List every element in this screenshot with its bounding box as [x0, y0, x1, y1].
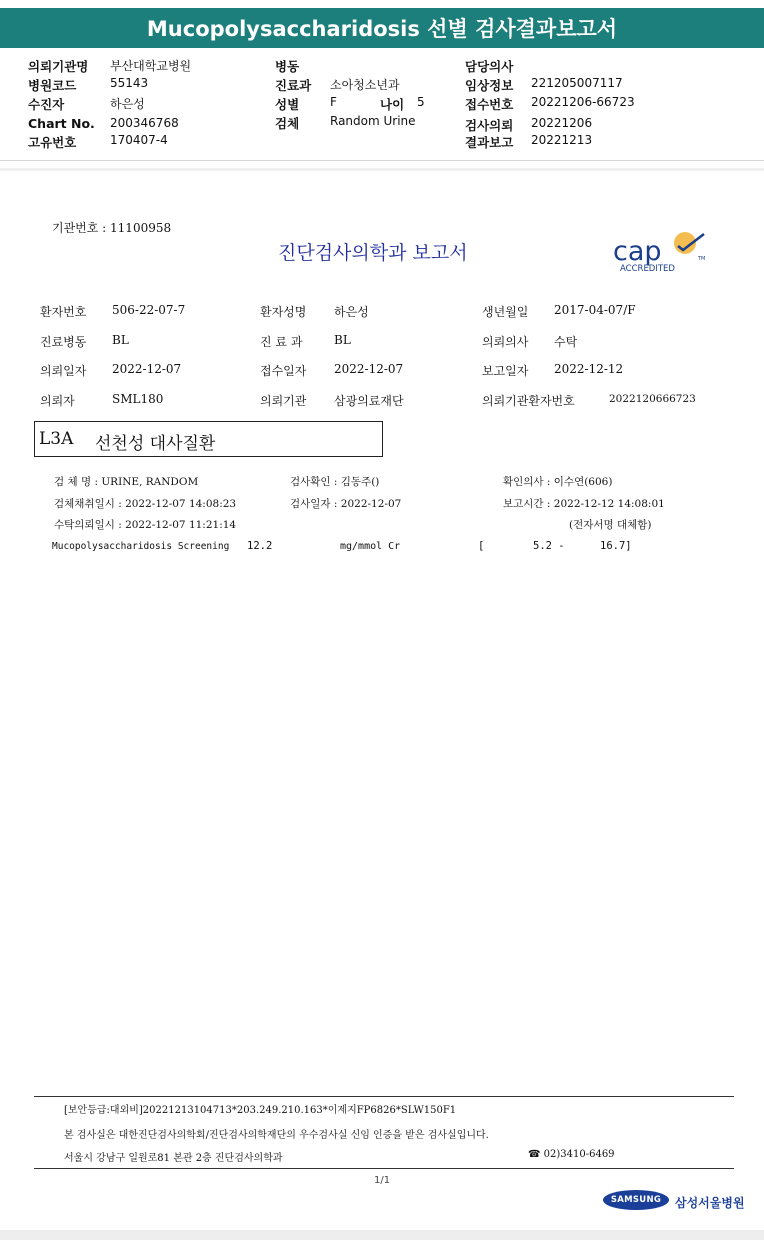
samsung-logo-badge: SAMSUNG: [603, 1190, 669, 1210]
footer-security: [보안등급:대외비]20221213104713*203.249.210.163*이제지FP6826*SLW150F1: [64, 1105, 457, 1116]
header-label-department: 진료과: [275, 78, 312, 93]
header-label-attending-doctor: 담당의사: [465, 59, 514, 74]
header-value-chart-no: 200346768: [110, 116, 179, 130]
header-divider: [0, 160, 764, 161]
detail-confirm-doctor: 확인의사 : 이수연(606): [503, 476, 613, 488]
header-value-requesting-institution: 부산대학교병원: [110, 59, 192, 73]
patient-value-patient-no: 506-22-07-7: [112, 303, 186, 317]
header-label-unique-no: 고유번호: [28, 135, 77, 150]
cap-logo-subtext: ACCREDITED: [620, 264, 675, 274]
patient-label-institution-patient-no: 의뢰기관환자번호: [482, 394, 575, 408]
header-label-requesting-institution: 의뢰기관명: [28, 59, 89, 74]
footer-divider-top: [34, 1096, 734, 1097]
header-label-receipt-no: 접수번호: [465, 97, 514, 112]
footer-certification: 본 검사실은 대한진단검사의학회/진단검사의학재단의 우수검사실 신임 인증을 받은 검사실입니다.: [64, 1130, 489, 1141]
header-label-patient: 수진자: [28, 97, 65, 112]
header-label-clinical-info: 임상정보: [465, 78, 514, 93]
patient-value-receipt-date: 2022-12-07: [334, 362, 404, 376]
header-label-result-report: 결과보고: [465, 135, 514, 150]
result-ref-open: [: [478, 540, 485, 552]
header-value-result-report: 20221213: [531, 133, 593, 147]
hospital-name-logo: 삼성서울병원: [675, 1196, 745, 1210]
header-value-sex: F: [330, 95, 337, 109]
detail-report-time: 보고시간 : 2022-12-12 14:08:01: [503, 498, 665, 510]
page-indicator: 1/1: [374, 1175, 391, 1186]
patient-value-requester: SML180: [112, 392, 164, 406]
patient-value-requesting-doctor: 수탁: [554, 335, 578, 349]
header-value-age: 5: [417, 95, 425, 109]
footer-address: 서울시 강남구 일원로81 본관 2층 진단검사의학과: [64, 1153, 283, 1164]
report-header-title: Mucopolysaccharidosis 선별 검사결과보고서: [0, 8, 764, 48]
result-value: 12.2: [247, 540, 273, 552]
footer-divider-bottom: [34, 1168, 734, 1169]
header-value-test-request: 20221206: [531, 116, 593, 130]
patient-label-request-date: 의뢰일자: [40, 364, 87, 378]
section-heading-box: [34, 421, 383, 457]
header-value-unique-no: 170407-4: [110, 133, 168, 147]
patient-value-requesting-institution: 삼광의료재단: [334, 394, 404, 408]
patient-value-ward: BL: [112, 333, 129, 347]
patient-value-department: BL: [334, 333, 351, 347]
patient-value-report-date: 2022-12-12: [554, 362, 624, 376]
header-label-test-request: 검사의뢰: [465, 118, 514, 133]
patient-label-requester: 의뢰자: [40, 394, 75, 408]
header-label-sex: 성별: [275, 97, 300, 112]
detail-collect-time: 검체채취일시 : 2022-12-07 14:08:23: [54, 498, 237, 510]
result-unit: mg/mmol Cr: [340, 541, 401, 552]
footer-phone: ☎ 02)3410-6469: [528, 1149, 615, 1160]
patient-value-birthdate: 2017-04-07/F: [554, 303, 636, 317]
section-title: 선천성 대사질환: [95, 434, 216, 454]
detail-test-date: 검사일자 : 2022-12-07: [290, 498, 402, 510]
header-value-receipt-no: 20221206-66723: [531, 95, 635, 109]
patient-label-requesting-doctor: 의뢰의사: [482, 335, 529, 349]
patient-label-name: 환자성명: [260, 305, 307, 319]
header-value-patient: 하은성: [110, 97, 145, 111]
cap-accredited-logo: [612, 230, 712, 274]
patient-label-receipt-date: 접수일자: [260, 364, 307, 378]
header-label-hospital-code: 병원코드: [28, 78, 77, 93]
cap-logo-trademark: TM: [698, 256, 706, 262]
patient-label-patient-no: 환자번호: [40, 305, 87, 319]
header-label-chart-no: Chart No.: [28, 116, 95, 131]
header-label-ward: 병동: [275, 59, 300, 74]
institution-number: 기관번호 : 11100958: [52, 221, 172, 235]
result-test-name: Mucopolysaccharidosis Screening: [52, 541, 230, 552]
patient-label-report-date: 보고일자: [482, 364, 529, 378]
detail-consign-time: 수탁의뢰일시 : 2022-12-07 11:21:14: [54, 519, 237, 531]
result-ref-high: 16.7]: [600, 540, 632, 552]
patient-value-institution-patient-no: 2022120666723: [609, 393, 696, 405]
patient-label-requesting-institution: 의뢰기관: [260, 394, 307, 408]
header-value-specimen: Random Urine: [330, 114, 416, 128]
bottom-strip: [0, 1230, 764, 1240]
header-label-specimen: 검체: [275, 116, 300, 131]
header-label-age: 나이: [380, 97, 405, 112]
patient-value-name: 하은성: [334, 305, 369, 319]
patient-label-department: 진 료 과: [260, 335, 303, 349]
patient-label-birthdate: 생년월일: [482, 305, 529, 319]
report-title: 진단검사의학과 보고서: [278, 242, 468, 264]
header-value-department: 소아청소년과: [330, 78, 400, 92]
detail-signature-note: (전자서명 대체함): [569, 519, 652, 531]
cap-logo-text: cap: [613, 236, 662, 267]
patient-label-ward: 진료병동: [40, 335, 87, 349]
header-divider-shadow: [0, 168, 764, 171]
cap-logo-icon: [612, 230, 712, 274]
result-ref-low: 5.2 -: [533, 540, 565, 552]
detail-checker: 검사확인 : 김동주(): [290, 476, 380, 488]
patient-value-request-date: 2022-12-07: [112, 362, 182, 376]
section-code: L3A: [39, 429, 74, 449]
detail-specimen: 검 체 명 : URINE, RANDOM: [54, 476, 199, 488]
header-value-hospital-code: 55143: [110, 76, 149, 90]
header-value-clinical-info: 221205007117: [531, 76, 623, 90]
